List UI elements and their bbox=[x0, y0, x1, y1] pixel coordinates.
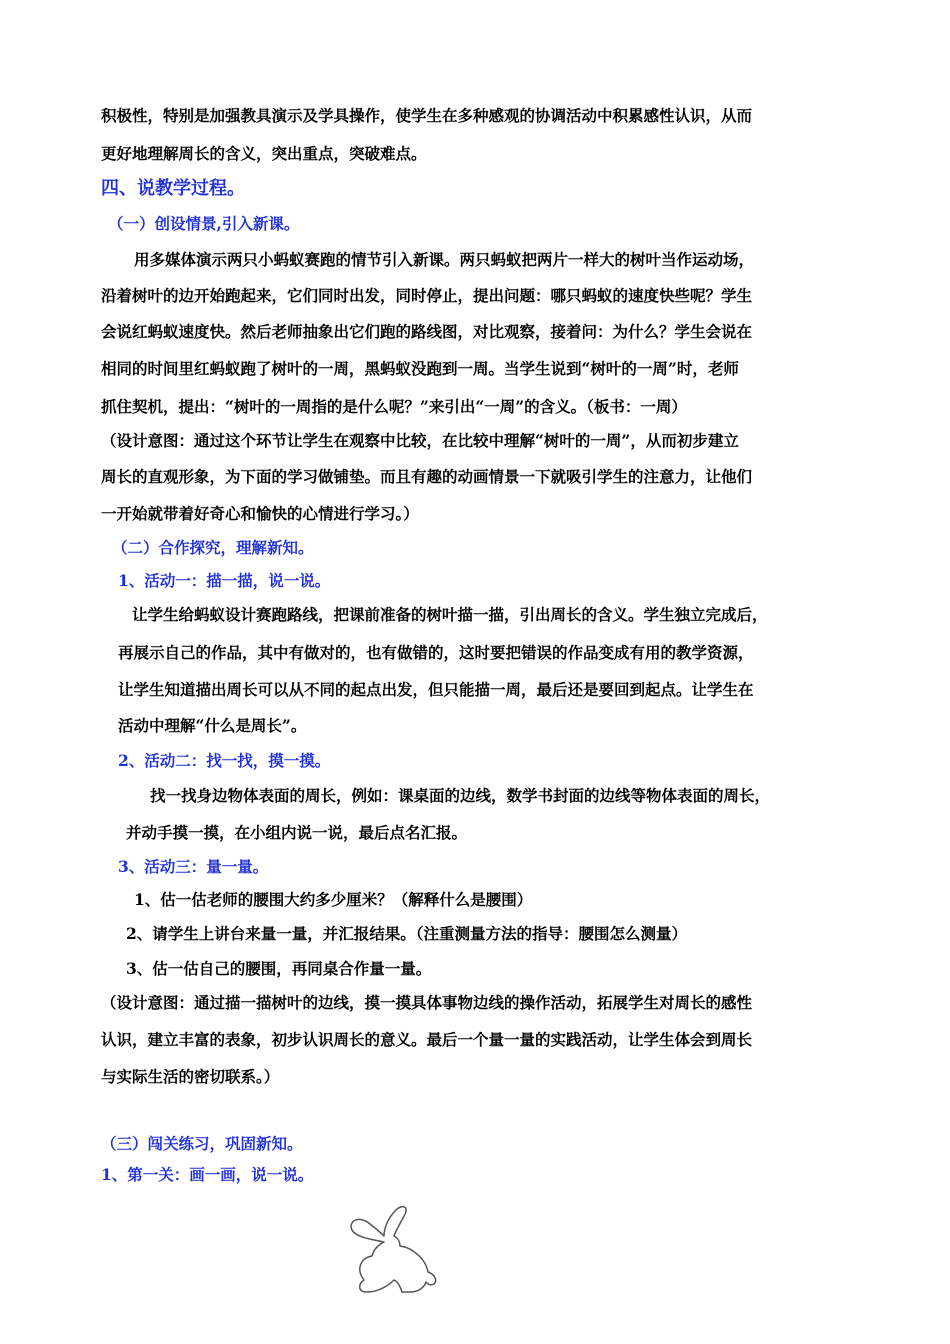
design-intent-line: 一开始就带着好奇心和愉快的心情进行学习。） bbox=[101, 504, 419, 523]
design-intent-line: 认识，建立丰富的表象，初步认识周长的意义。最后一个量一量的实践活动，让学生体会到周长 bbox=[101, 1030, 753, 1049]
list-item: 1、估一估老师的腰围大约多少厘米？（解释什么是腰围） bbox=[134, 890, 533, 909]
activity-heading: 3、活动三：量一量。 bbox=[118, 857, 269, 876]
design-intent-line: 周长的直观形象，为下面的学习做铺垫。而且有趣的动画情景一下就吸引学生的注意力，让他们 bbox=[101, 467, 753, 486]
design-intent-line: （设计意图：通过这个环节让学生在观察中比较，在比较中理解“树叶的一周”，从而初步建立 bbox=[101, 431, 739, 450]
design-intent-line: 与实际生活的密切联系。） bbox=[101, 1067, 280, 1086]
body-paragraph-line: 用多媒体演示两只小蚂蚁赛跑的情节引入新课。两只蚂蚁把两片一样大的树叶当作运动场， bbox=[134, 250, 755, 269]
activity-heading: 1、活动一：描一描，说一说。 bbox=[118, 571, 331, 590]
body-paragraph-line: 抓住契机，提出：“树叶的一周指的是什么呢？”来引出“一周”的含义。（板书：一周） bbox=[101, 397, 687, 416]
body-paragraph-line: 再展示自己的作品，其中有做对的，也有做错的，这时要把错误的作品变成有用的教学资源， bbox=[118, 643, 754, 662]
subsection-heading: （二）合作探究，理解新知。 bbox=[112, 538, 314, 557]
subsection-heading: （一）创设情景,引入新课。 bbox=[108, 214, 300, 233]
body-paragraph-line: 会说红蚂蚁速度快。然后老师抽象出它们跑的路线图，对比观察，接着问：为什么？学生会说在 bbox=[101, 322, 753, 341]
body-paragraph-line: 更好地理解周长的含义，突出重点，突破难点。 bbox=[101, 144, 427, 163]
body-paragraph-line: 让学生知道描出周长可以从不同的起点出发，但只能描一周，最后还是要回到起点。让学生在 bbox=[118, 680, 754, 699]
list-item: 3、估一估自己的腰围，再同桌合作量一量。 bbox=[126, 959, 432, 978]
rabbit-outline-image bbox=[344, 1200, 444, 1294]
body-paragraph-line: 积极性，特别是加强教具演示及学具操作，使学生在多种感观的协调活动中积累感性认识，从而 bbox=[101, 106, 753, 125]
body-paragraph-line: 相同的时间里红蚂蚁跑了树叶的一周，黑蚂蚁没跑到一周。当学生说到“树叶的一周”时，老师 bbox=[101, 359, 739, 378]
body-paragraph-line: 沿着树叶的边开始跑起来，它们同时出发，同时停止，提出问题：哪只蚂蚁的速度快些呢？学生 bbox=[101, 286, 753, 305]
body-paragraph-line: 找一找身边物体表面的周长，例如：课桌面的边线，数学书封面的边线等物体表面的周长， bbox=[150, 786, 771, 805]
level-heading: 1、第一关：画一画，说一说。 bbox=[101, 1165, 314, 1184]
list-item: 2、请学生上讲台来量一量，并汇报结果。（注重测量方法的指导：腰围怎么测量） bbox=[126, 924, 688, 943]
design-intent-line: （设计意图：通过描一描树叶的边线，摸一摸具体事物边线的操作活动，拓展学生对周长的感性 bbox=[101, 993, 753, 1012]
body-paragraph-line: 活动中理解“什么是周长”。 bbox=[118, 716, 307, 735]
section-heading: 四、说教学过程。 bbox=[101, 178, 245, 199]
subsection-heading: （三）闯关练习，巩固新知。 bbox=[101, 1134, 303, 1153]
body-paragraph-line: 并动手摸一摸，在小组内说一说，最后点名汇报。 bbox=[126, 823, 468, 842]
body-paragraph-line: 让学生给蚂蚁设计赛跑路线，把课前准备的树叶描一描，引出周长的含义。学生独立完成后， bbox=[132, 605, 768, 624]
activity-heading: 2、活动二：找一找，摸一摸。 bbox=[118, 751, 331, 770]
